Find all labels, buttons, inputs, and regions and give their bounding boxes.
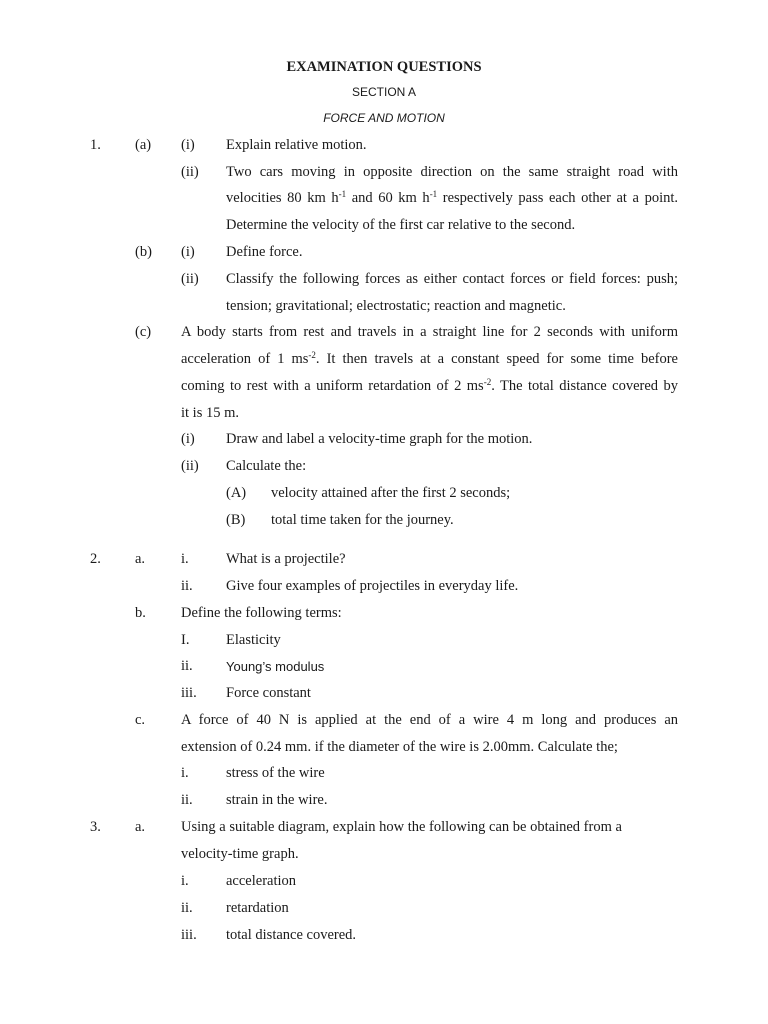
q1b-i-label: (i) [181, 244, 195, 260]
q1a-ii-line2 [226, 189, 678, 207]
q1a-ii-line2-a: velocities 80 km h [226, 190, 339, 206]
q1-part-a-label: (a) [135, 137, 152, 153]
q2b-iii-label: iii. [181, 685, 197, 701]
q2c-i-text: stress of the wire [226, 765, 325, 781]
q1c-line3 [181, 377, 678, 395]
q1b-ii-label: (ii) [181, 271, 199, 287]
q3a-iii-label: iii. [181, 927, 197, 943]
q2c-i-label: i. [181, 765, 189, 781]
topic-heading: FORCE AND MOTION [323, 111, 445, 125]
q1b-i-text: Define force. [226, 244, 303, 260]
q1c-line3-a: coming to rest with a uniform retardation of 2 ms [181, 378, 484, 394]
q3a-ii-label: ii. [181, 900, 193, 916]
q1c-line3-exp: -2 [483, 377, 492, 387]
q3-part-a-label: a. [135, 819, 146, 835]
q1b-ii-line1: Classify the following forces as either contact forces or field forces: push; [226, 271, 678, 287]
question-1-number: 1. [90, 137, 101, 153]
q1a-i-label: (i) [181, 137, 195, 153]
q1a-ii-line2-b: and 60 km h [346, 190, 430, 206]
question-3-number: 3. [90, 819, 101, 835]
q2c-ii-text: strain in the wire. [226, 792, 328, 808]
q1c-line2-a: acceleration of 1 ms [181, 351, 309, 367]
q3a-line2: velocity-time graph. [181, 846, 299, 862]
q2-part-c-label: c. [135, 712, 146, 728]
q3a-i-label: i. [181, 873, 189, 889]
q1a-ii-exp2: -1 [429, 189, 438, 199]
q1c-line2 [181, 350, 678, 368]
q2b-iii-text: Force constant [226, 685, 311, 701]
q1c-line2-b: . It then travels at a constant speed for some time before [315, 351, 678, 367]
q2a-ii-label: ii. [181, 578, 193, 594]
q2b-I-text: Elasticity [226, 632, 281, 648]
q1a-ii-line2-c: respectively pass each other at a point. [437, 190, 679, 206]
section-heading: SECTION A [351, 85, 416, 99]
q1-part-b-label: (b) [135, 244, 152, 260]
q2a-ii-text: Give four examples of projectiles in everyday life. [226, 578, 519, 594]
q2c-line2: extension of 0.24 mm. if the diameter of the wire is 2.00mm. Calculate the; [181, 739, 618, 755]
q1c-ii-label: (ii) [181, 458, 199, 474]
q3a-i-text: acceleration [226, 873, 297, 889]
q1c-line1: A body starts from rest and travels in a straight line for 2 seconds with uniform [181, 324, 678, 340]
q1a-ii-label: (ii) [181, 164, 199, 180]
q2b-text: Define the following terms: [181, 605, 342, 621]
q3a-iii-text: total distance covered. [226, 927, 357, 943]
q1c-ii-A-text: velocity attained after the first 2 seconds; [271, 485, 511, 501]
q2b-ii-text: Young’s modulus [226, 659, 325, 674]
q1c-line4: it is 15 m. [181, 405, 240, 421]
q2-part-b-label: b. [135, 605, 146, 621]
q1-part-c-label: (c) [135, 324, 152, 340]
q1a-ii-line1: Two cars moving in opposite direction on the same straight road with [226, 164, 678, 180]
q2b-ii-label: ii. [181, 658, 193, 674]
q1c-ii-B-label: (B) [226, 512, 246, 528]
q1a-ii-line3: Determine the velocity of the first car relative to the second. [226, 217, 576, 233]
q2a-i-text: What is a projectile? [226, 551, 346, 567]
q1a-ii-exp1: -1 [338, 189, 347, 199]
q3a-ii-text: retardation [226, 900, 289, 916]
q1c-line2-exp: -2 [308, 350, 316, 360]
q2b-I-label: I. [181, 632, 190, 648]
q1c-ii-B-text: total time taken for the journey. [271, 512, 454, 528]
q3a-line1: Using a suitable diagram, explain how the following can be obtained from a [181, 819, 622, 835]
exam-title: EXAMINATION QUESTIONS [286, 59, 482, 75]
q1b-ii-line2: tension; gravitational; electrostatic; reaction and magnetic. [226, 298, 566, 314]
q1c-line3-b: . The total distance covered by [491, 378, 679, 394]
q2a-i-label: i. [181, 551, 189, 567]
q1c-i-label: (i) [181, 431, 195, 447]
q2c-ii-label: ii. [181, 792, 193, 808]
q2c-line1: A force of 40 N is applied at the end of a wire 4 m long and produces an [181, 712, 678, 728]
q2-part-a-label: a. [135, 551, 146, 567]
q1a-i-text: Explain relative motion. [226, 137, 367, 153]
question-2-number: 2. [90, 551, 101, 567]
q1c-i-text: Draw and label a velocity-time graph for the motion. [226, 431, 533, 447]
q1c-ii-text: Calculate the: [226, 458, 307, 474]
q1c-ii-A-label: (A) [226, 485, 247, 501]
